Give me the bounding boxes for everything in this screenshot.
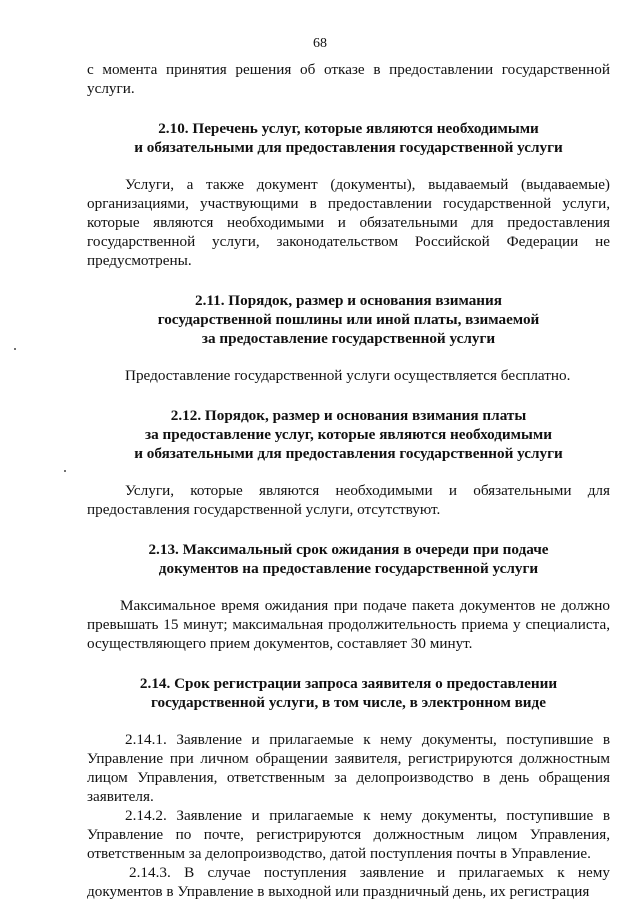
section-heading-2-14 xyxy=(87,674,610,712)
paragraph: 2.14.3. В случае поступления заявление и прилагаемых к нему документов в Управление в выходной или праздничный день, их регистрация xyxy=(87,864,610,900)
document-body xyxy=(87,60,610,901)
heading-line: и обязательными для предоставления государственной услуги xyxy=(134,139,563,156)
page-number: 68 xyxy=(313,36,327,51)
heading-line: документов на предоставление государственной услуги xyxy=(158,560,539,577)
heading-line: за предоставление государственной услуги xyxy=(201,330,496,347)
paragraph: 2.14.2. Заявление и прилагаемые к нему документы, поступившие в Управление по почте, регистрируются должностным лицом Управления, ответственным за делопроизводство, датой поступления почты в Управление. xyxy=(87,807,610,862)
section-heading-2-11 xyxy=(87,291,610,348)
heading-line: и обязательными для предоставления государственной услуги xyxy=(134,445,563,462)
section-heading-2-10 xyxy=(87,119,610,157)
heading-line: государственной услуги, в том числе, в электронном виде xyxy=(151,694,546,711)
heading-line: 2.11. Порядок, размер и основания взимания xyxy=(194,292,503,309)
heading-line: за предоставление услуг, которые являются необходимыми xyxy=(145,426,552,443)
paragraph: Услуги, которые являются необходимыми и обязательными для предоставления государственной услуги, отсутствуют. xyxy=(87,482,610,518)
paragraph: Предоставление государственной услуги осуществляется бесплатно. xyxy=(125,367,571,384)
paragraph: 2.14.1. Заявление и прилагаемые к нему документы, поступившие в Управление при личном обращении заявителя, регистрируются должностным лицом Управления, ответственным за делопроизводство в день обращения заявителя. xyxy=(87,731,610,805)
heading-line: государственной пошлины или иной платы, взимаемой xyxy=(157,311,540,328)
heading-line: 2.14. Срок регистрации запроса заявителя о предоставлении xyxy=(139,675,558,692)
heading-line: 2.12. Порядок, размер и основания взимания платы xyxy=(170,407,527,424)
scan-speck xyxy=(64,470,66,472)
opening-paragraph: с момента принятия решения об отказе в предоставлении государственной услуги. xyxy=(87,61,610,97)
scan-speck xyxy=(14,348,16,350)
paragraph: Услуги, а также документ (документы), выдаваемый (выдаваемые) организациями, участвующими в предоставлении государственной услуги, которые являются необходимыми и обязательными для предоставления государственной услуги, законодательством Российской Федерации не предусмотрены. xyxy=(87,176,610,269)
heading-line: 2.10. Перечень услуг, которые являются необходимыми xyxy=(158,120,539,137)
heading-line: 2.13. Максимальный срок ожидания в очереди при подаче xyxy=(148,541,549,558)
section-heading-2-12 xyxy=(87,406,610,463)
section-heading-2-13 xyxy=(87,540,610,578)
paragraph: Максимальное время ожидания при подаче пакета документов не должно превышать 15 минут; максимальная продолжительность приема у специалиста, осуществляющего прием документов, составляет 30 минут. xyxy=(87,597,610,652)
